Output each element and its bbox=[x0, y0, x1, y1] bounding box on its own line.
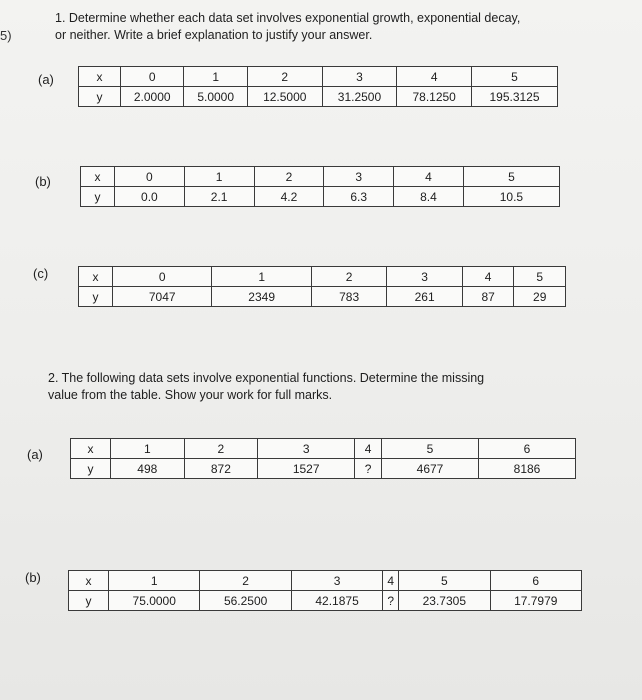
table-row-y bbox=[79, 287, 566, 307]
table-row-x bbox=[79, 67, 558, 87]
x-cell: 0 bbox=[113, 267, 212, 287]
y-cell: 1527 bbox=[258, 459, 355, 479]
x-header: x bbox=[71, 439, 111, 459]
y-cell: 75.0000 bbox=[109, 591, 200, 611]
question-1-text bbox=[55, 10, 635, 44]
y-cell: 78.1250 bbox=[397, 87, 472, 107]
table-row-y bbox=[81, 187, 560, 207]
table-q2a bbox=[70, 438, 576, 479]
question-2-text bbox=[48, 370, 608, 404]
y-cell: 10.5 bbox=[463, 187, 559, 207]
x-cell: 1 bbox=[109, 571, 200, 591]
x-cell: 1 bbox=[184, 67, 247, 87]
table-q1b bbox=[80, 166, 560, 207]
y-cell: 8186 bbox=[478, 459, 575, 479]
y-cell: 2.0000 bbox=[121, 87, 184, 107]
question-1-line-2: or neither. Write a brief explanation to justify your answer. bbox=[55, 28, 373, 42]
x-cell: 0 bbox=[115, 167, 185, 187]
x-cell: 4 bbox=[355, 439, 382, 459]
y-header: y bbox=[71, 459, 111, 479]
x-cell: 3 bbox=[322, 67, 397, 87]
table-row-x bbox=[69, 571, 582, 591]
y-cell: 6.3 bbox=[324, 187, 394, 207]
table-row-y bbox=[79, 87, 558, 107]
x-cell: 5 bbox=[514, 267, 566, 287]
x-cell: 2 bbox=[184, 439, 258, 459]
table-row-x bbox=[81, 167, 560, 187]
y-cell: 7047 bbox=[113, 287, 212, 307]
x-cell: 4 bbox=[462, 267, 514, 287]
x-header: x bbox=[81, 167, 115, 187]
y-header: y bbox=[79, 287, 113, 307]
x-header: x bbox=[69, 571, 109, 591]
x-cell: 1 bbox=[111, 439, 185, 459]
x-cell: 2 bbox=[254, 167, 324, 187]
y-cell: 2349 bbox=[212, 287, 311, 307]
y-cell: 23.7305 bbox=[399, 591, 490, 611]
x-cell: 2 bbox=[247, 67, 322, 87]
x-cell: 4 bbox=[394, 167, 464, 187]
label-q1a: (a) bbox=[38, 72, 54, 87]
y-cell: 31.2500 bbox=[322, 87, 397, 107]
y-cell: 783 bbox=[311, 287, 387, 307]
x-cell: 2 bbox=[311, 267, 387, 287]
question-1-line-1: 1. Determine whether each data set involves exponential growth, exponential decay, bbox=[55, 11, 521, 25]
question-2-line-1: 2. The following data sets involve exponential functions. Determine the missing bbox=[48, 371, 485, 385]
label-q2b: (b) bbox=[25, 570, 41, 585]
x-cell: 1 bbox=[184, 167, 254, 187]
y-cell: 56.2500 bbox=[200, 591, 291, 611]
y-cell: 261 bbox=[387, 287, 463, 307]
x-cell: 6 bbox=[478, 439, 575, 459]
y-cell: 4677 bbox=[382, 459, 479, 479]
y-cell: 0.0 bbox=[115, 187, 185, 207]
x-cell: 5 bbox=[463, 167, 559, 187]
x-header: x bbox=[79, 67, 121, 87]
table-row-y bbox=[69, 591, 582, 611]
question-number-mark: 5) bbox=[0, 28, 12, 43]
missing-value-cell: ? bbox=[383, 591, 399, 611]
table-q2b bbox=[68, 570, 582, 611]
label-q2a: (a) bbox=[27, 447, 43, 462]
x-cell: 2 bbox=[200, 571, 291, 591]
x-cell: 5 bbox=[472, 67, 558, 87]
table-row-y bbox=[71, 459, 576, 479]
y-cell: 17.7979 bbox=[490, 591, 581, 611]
x-cell: 3 bbox=[291, 571, 382, 591]
show-through-text bbox=[20, 522, 23, 534]
y-header: y bbox=[79, 87, 121, 107]
y-cell: 4.2 bbox=[254, 187, 324, 207]
y-cell: 8.4 bbox=[394, 187, 464, 207]
x-header: x bbox=[79, 267, 113, 287]
y-cell: 29 bbox=[514, 287, 566, 307]
y-cell: 42.1875 bbox=[291, 591, 382, 611]
table-row-x bbox=[71, 439, 576, 459]
x-cell: 6 bbox=[490, 571, 581, 591]
label-q1b: (b) bbox=[35, 174, 51, 189]
x-cell: 4 bbox=[383, 571, 399, 591]
x-cell: 3 bbox=[387, 267, 463, 287]
label-q1c: (c) bbox=[33, 266, 49, 281]
question-2-line-2: value from the table. Show your work for full marks. bbox=[48, 388, 333, 402]
table-q1a bbox=[78, 66, 558, 107]
x-cell: 5 bbox=[399, 571, 490, 591]
y-cell: 872 bbox=[184, 459, 258, 479]
y-header: y bbox=[81, 187, 115, 207]
table-row-x bbox=[79, 267, 566, 287]
table-q1c bbox=[78, 266, 566, 307]
x-cell: 3 bbox=[258, 439, 355, 459]
y-cell: 5.0000 bbox=[184, 87, 247, 107]
x-cell: 1 bbox=[212, 267, 311, 287]
y-cell: 2.1 bbox=[184, 187, 254, 207]
y-cell: 498 bbox=[111, 459, 185, 479]
y-header: y bbox=[69, 591, 109, 611]
y-cell: 12.5000 bbox=[247, 87, 322, 107]
x-cell: 3 bbox=[324, 167, 394, 187]
x-cell: 4 bbox=[397, 67, 472, 87]
y-cell: 195.3125 bbox=[472, 87, 558, 107]
x-cell: 5 bbox=[382, 439, 479, 459]
y-cell: 87 bbox=[462, 287, 514, 307]
x-cell: 0 bbox=[121, 67, 184, 87]
missing-value-cell: ? bbox=[355, 459, 382, 479]
